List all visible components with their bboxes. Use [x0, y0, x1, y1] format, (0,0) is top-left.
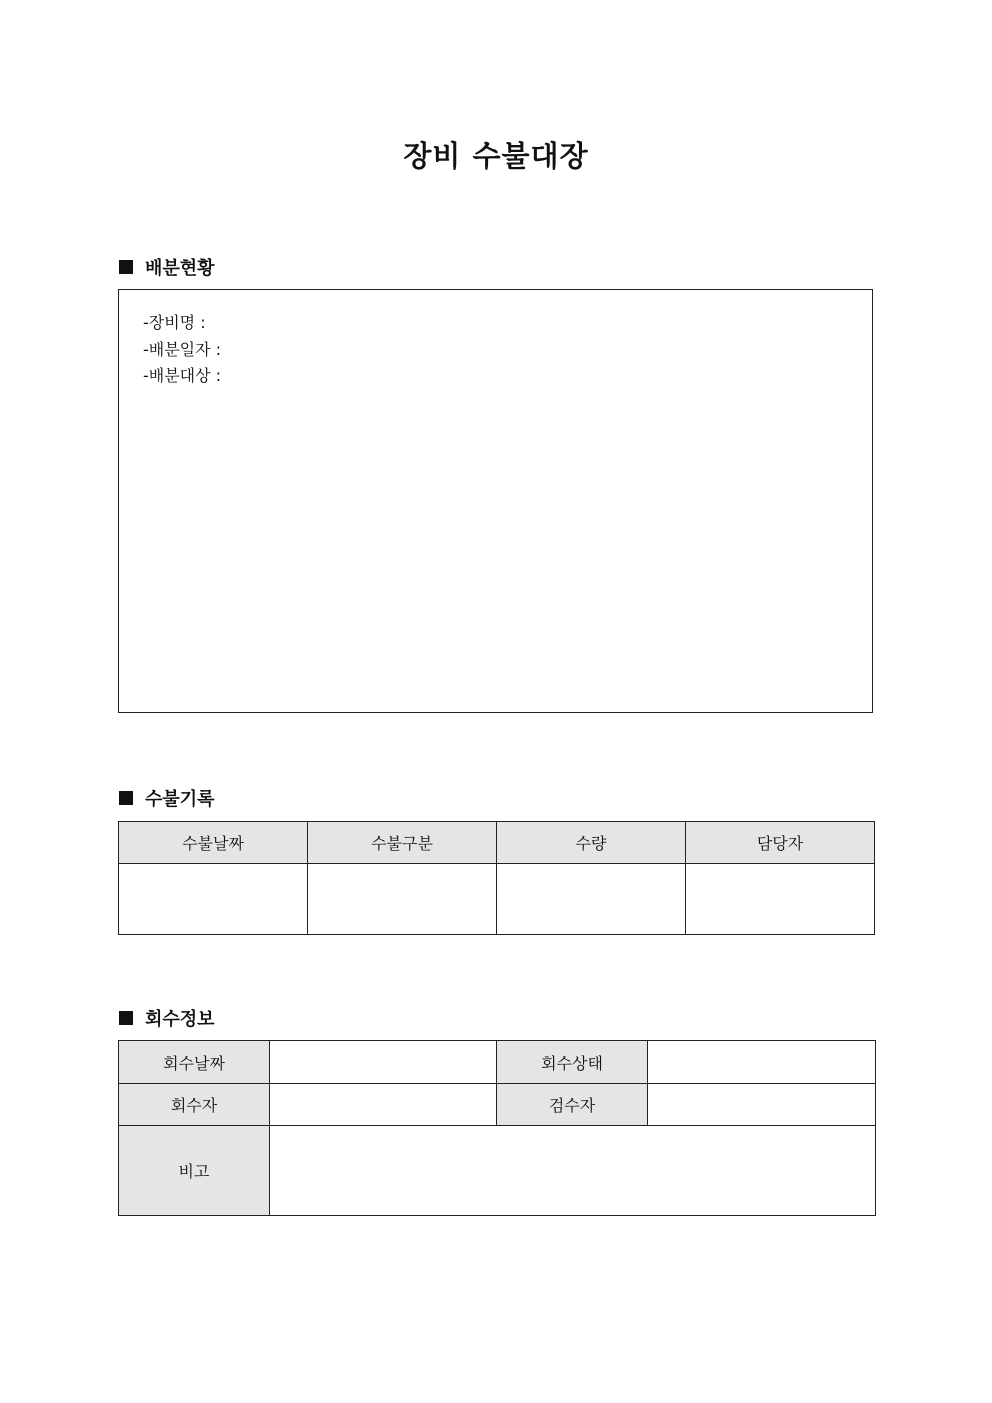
column-header-manager: 담당자 — [686, 822, 875, 864]
return-date-cell[interactable] — [270, 1041, 497, 1084]
distribution-target-line: -배분대상 : — [143, 366, 222, 385]
return-date-label: 회수날짜 — [119, 1041, 270, 1084]
distribution-heading — [119, 254, 215, 280]
inspector-cell[interactable] — [648, 1084, 876, 1126]
record-type-cell[interactable] — [308, 864, 497, 935]
record-manager-cell[interactable] — [686, 864, 875, 935]
square-bullet-icon — [119, 260, 133, 274]
distribution-lines — [143, 310, 221, 390]
return-info-heading — [119, 1005, 215, 1031]
return-info-table — [118, 1040, 876, 1216]
table-row — [119, 1084, 876, 1126]
page-title: 장비 수불대장 — [403, 139, 589, 173]
table-row — [119, 1041, 876, 1084]
record-quantity-cell[interactable] — [497, 864, 686, 935]
column-header-quantity: 수량 — [497, 822, 686, 864]
remarks-cell[interactable] — [270, 1126, 876, 1216]
table-row — [119, 1126, 876, 1216]
distribution-heading-label: 배분현황 — [145, 258, 215, 279]
returner-label: 회수자 — [119, 1084, 270, 1126]
square-bullet-icon — [119, 791, 133, 805]
return-status-cell[interactable] — [648, 1041, 876, 1084]
distribution-box[interactable] — [118, 289, 873, 713]
records-header-row — [119, 822, 875, 864]
records-table — [118, 821, 875, 935]
distribution-date-line: -배분일자 : — [143, 339, 222, 359]
square-bullet-icon — [119, 1011, 133, 1025]
equipment-name-line: -장비명 : — [143, 313, 206, 332]
records-heading — [119, 785, 215, 811]
return-status-label: 회수상태 — [497, 1041, 648, 1084]
column-header-date: 수불날짜 — [119, 822, 308, 864]
column-header-type: 수불구분 — [308, 822, 497, 864]
record-date-cell[interactable] — [119, 864, 308, 935]
records-heading-label: 수불기록 — [145, 789, 215, 810]
table-row — [119, 864, 875, 935]
return-info-heading-label: 회수정보 — [145, 1009, 215, 1030]
returner-cell[interactable] — [270, 1084, 497, 1126]
remarks-label: 비고 — [119, 1126, 270, 1216]
inspector-label: 검수자 — [497, 1084, 648, 1126]
